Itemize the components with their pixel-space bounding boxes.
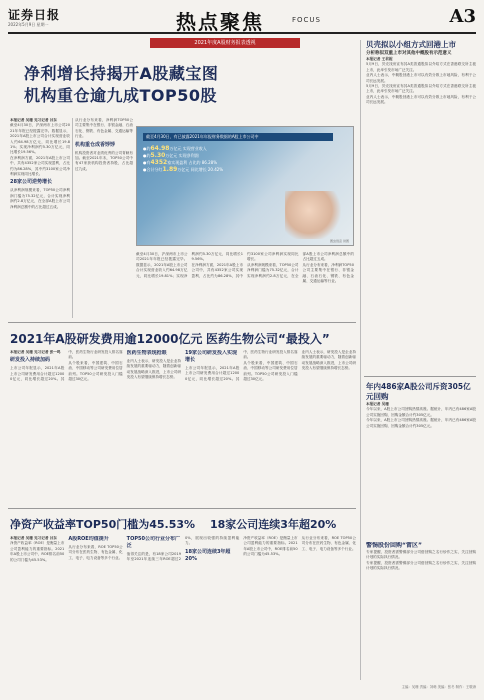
- sidebar-byline-1: 本报记者 王君妮: [366, 57, 393, 61]
- roe-subhead: 18家公司连续3年超20%: [184, 548, 231, 562]
- lead-subhead: 机构重仓成香饽饽: [75, 141, 116, 148]
- sidebar-paragraph: 今年以来，A股上市公司回购热情高涨。据统计，年内已有486家A股公司实施回购，回购金额合计约305亿元。: [366, 407, 476, 417]
- sidebar-paragraph: 专家提醒，投资者需警惕部分公司借回购之名行炒作之实，关注回购计划的实际执行情况。: [366, 560, 476, 571]
- infographic-stats: [143, 133, 333, 173]
- lead-byline: 本报记者 吴珊 见习记者 吕东: [10, 118, 57, 122]
- rnd-headline-left: 2021年A股研发费用逾12000亿元: [10, 332, 203, 346]
- sidebar-paragraph: 业内人士表示，中概股回港上市可以有效分散上市地风险，有利于公司长远发展。: [366, 73, 476, 83]
- roe-subhead: A股ROE均值提升: [68, 536, 109, 542]
- hand-image: [285, 191, 345, 239]
- rnd-paragraph: 从个股来看，中国建筑、中国石油、中国移动等公司研发费用位居前列。TOP50公司研发投入门槛超过30亿元。: [68, 360, 123, 382]
- sidebar-paragraph: 今年以来，A股上市公司回购热情高涨。据统计，年内已有486家A股公司实施回购，回购金额合计约305亿元。: [366, 418, 476, 428]
- lead-paragraph: 在净利润方面，2021年A股上市公司中，共有4352家公司实现盈利，占比约为86.28%，其中约3100家公司净利润实现同比增长。: [191, 252, 299, 278]
- rnd-headline-right: 医药生物公司“最投入”: [206, 332, 330, 346]
- sidebar-subtitle-1: 分析称拟双重上市对其他中概股有示范意义: [366, 51, 452, 56]
- sidebar-rule: [364, 376, 476, 377]
- stat-revenue: ●约64.98万亿元 实现营业收入: [143, 145, 207, 152]
- sidebar-article-1: [366, 40, 476, 370]
- lead-continuation: [136, 252, 354, 314]
- sidebar-divider: [360, 40, 361, 680]
- lead-paragraph: 从行业分布来看，净利润TOP50公司主要集中在银行、非银金融、石油石化、钢铁、有色金属、交通运输等行业。: [75, 118, 133, 139]
- rnd-paragraph: 业内人士表示，研发投入是企业持续发展的重要驱动力，随着创新驱动发展战略深入推进，上市公司研发投入有望继续保持增长态势。: [301, 350, 356, 371]
- rnd-subhead: 19家公司研发投入实现增长: [184, 350, 237, 363]
- sidebar-article-3: [366, 542, 476, 678]
- lead-paragraph: 从净利润规模来看，TOP50公司净利润门槛为75.32亿元，合计实现净利润约2.8万亿元，在全部A股上市公司净利润总额中的占比超过五成。: [10, 188, 70, 209]
- rnd-article-body: [10, 350, 356, 502]
- masthead: [8, 4, 476, 34]
- infographic-photo: [136, 126, 354, 246]
- lead-paragraph: 从行业分布来看，净利润TOP50公司主要集中在银行、非银金融、石油石化、钢铁、有色金属、交通运输等行业。: [302, 262, 354, 284]
- sidebar-paragraph: 专家提醒，投资者需警惕部分公司借回购之名行炒作之实，关注回购计划的实际执行情况。: [366, 550, 476, 560]
- sidebar-article-2: [366, 382, 476, 532]
- roe-paragraph: 从行业分布来看，ROE TOP50公司分布在医药生物、有色金属、化工、电子、电力设备等多个行业。: [68, 545, 123, 560]
- section-rule: [8, 508, 356, 509]
- roe-byline: 本报记者 吴珊 见习记者 吕东: [10, 536, 57, 540]
- roe-paragraph: 净资产收益率（ROE）是衡量上市公司盈利能力的重要指标。2021年A股上市公司中，ROE排名前50的公司门槛为45.53%。: [10, 541, 65, 562]
- stat-profitable-companies: ●有4352家实现盈利 占比约 86.28%: [143, 159, 217, 166]
- sidebar-paragraph: 5月9日，贝壳找房宣布其A类普通股拟以介绍方式在香港联交所主板上市，此举引发市场广泛关注。: [366, 84, 476, 94]
- rnd-paragraph: 从个股来看，中国建筑、中国石油、中国移动等公司研发费用位居前列。TOP50公司研发投入门槛超过30亿元。: [243, 360, 298, 382]
- lead-subhead: 28家公司逆势增长: [10, 179, 52, 186]
- stat-dividends: ●合计分红1.89万亿元 同比增长 20.42%: [143, 166, 224, 173]
- rnd-subhead: 医药生物表现抢眼: [126, 350, 167, 356]
- roe-headline-right: 18家公司连续3年超20%: [210, 518, 337, 531]
- stat-net-profit: ●约5.30万亿元 实现净利润: [143, 152, 199, 159]
- sidebar-title-3: 警惕股份回购“雷区”: [366, 542, 422, 549]
- roe-paragraph: 值得关注的是，有18家公司2019年至2021年连续三年ROE超过20%，展现出较强的持续盈利能力。: [126, 536, 240, 562]
- roe-headline-left: 净资产收益率TOP50门槛为45.53%: [10, 518, 196, 531]
- page-number: A3: [449, 6, 476, 27]
- lead-headline: [24, 64, 218, 106]
- lead-headline-line1: 净利增长持揭开A股藏宝图: [24, 64, 219, 83]
- infographic-heading: 截至4月30日，有已披露2021年年报财务数据的A股上市公司中: [143, 133, 333, 141]
- roe-paragraph: 从行业分布来看，ROE TOP50公司分布在医药生物、有色金属、化工、电子、电力设备等多个行业。: [301, 536, 356, 551]
- lead-column-2: [75, 118, 133, 318]
- kicker-banner: 2021年度A股财务报表透视: [150, 38, 300, 48]
- column-divider: [72, 118, 73, 318]
- paper-logo: 证券日报: [8, 8, 61, 22]
- roe-article-body: [10, 536, 356, 682]
- section-english: FOCUS: [292, 16, 321, 24]
- section-rule: [8, 322, 356, 323]
- sidebar-title-2: 年内486家A股公司斥资305亿元回购: [366, 382, 471, 401]
- section-title: 热点聚焦: [176, 10, 264, 34]
- lead-paragraph: 在净利润方面，2021年A股上市公司中，共有4352家公司实现盈利，占比约为86.28%，其中约3100家公司净利润实现同比增长。: [10, 155, 70, 177]
- lead-paragraph: 截至4月30日，沪深两市上市公司2021年年报已经披露完毕。数据显示，2021年A股上市公司合计实现营业收入约64.98万亿元，同比增长19.81%；实现净利润约5.30万亿元，同比增长19.56%。: [136, 252, 243, 278]
- sidebar-paragraph: 5月9日，贝壳找房宣布其A类普通股拟以介绍方式在香港联交所主板上市，此举引发市场广泛关注。: [366, 62, 476, 72]
- lead-headline-line2: 机构重仓逾九成TOP50股: [24, 86, 218, 105]
- rnd-paragraph: 业内人士表示，研发投入是企业持续发展的重要驱动力，随着创新驱动发展战略深入推进，上市公司研发投入有望继续保持增长态势。: [126, 359, 181, 380]
- rnd-byline: 本报记者 吴珊 见习记者 张一鸣: [10, 350, 61, 354]
- rnd-subhead: 研发投入持续加码: [10, 357, 51, 364]
- lead-column-1: [10, 118, 70, 318]
- date-line: 2022年5月9日 星期一: [8, 22, 49, 27]
- sidebar-byline-2: 本报记者 吴珊: [366, 402, 389, 406]
- lead-paragraph: 截至4月30日，沪深两市上市公司2021年年报已经披露完毕。数据显示，2021年A股上市公司合计实现营业收入约64.98万亿元，同比增长19.81%；实现净利润约5.30万亿元，同比增长19.56%。: [10, 123, 70, 155]
- roe-paragraph: 净资产收益率（ROE）是衡量上市公司盈利能力的重要指标。2021年A股上市公司中，ROE排名前50的公司门槛为45.53%。: [243, 536, 298, 557]
- lead-paragraph: 机构投资者对业绩优秀的公司青睐有加。截至2021年末，TOP50公司中有47家获机构投资者持股，占比超过九成。: [75, 150, 133, 171]
- sidebar-paragraph: 业内人士表示，中概股回港上市可以有效分散上市地风险，有利于公司长远发展。: [366, 94, 476, 105]
- lead-paragraph: 从净利润规模来看，TOP50公司净利润门槛为75.32亿元，合计实现净利润约2.8万亿元，在全部A股上市公司净利润总额中的占比超过五成。: [247, 252, 354, 278]
- rnd-paragraph: 上市公司年报显示，2021年A股上市公司研发费用合计超过12000亿元，同比增长超过20%。其中，医药生物行业研发投入排名靠前。: [184, 350, 298, 381]
- page-footer: 主编：吴珊 责编：刘萌 美编：张冬 制作：王敬涛: [401, 685, 476, 689]
- rnd-paragraph: 上市公司年报显示，2021年A股上市公司研发费用合计超过12000亿元，同比增长超过20%。其中，医药生物行业研发投入排名靠前。: [10, 350, 123, 382]
- photo-credit: 图虫创意 供图: [330, 239, 349, 243]
- sidebar-title-1: 贝壳拟以小组方式回港上市: [366, 40, 456, 49]
- roe-subhead: TOP50公司行业分布广泛: [126, 536, 180, 549]
